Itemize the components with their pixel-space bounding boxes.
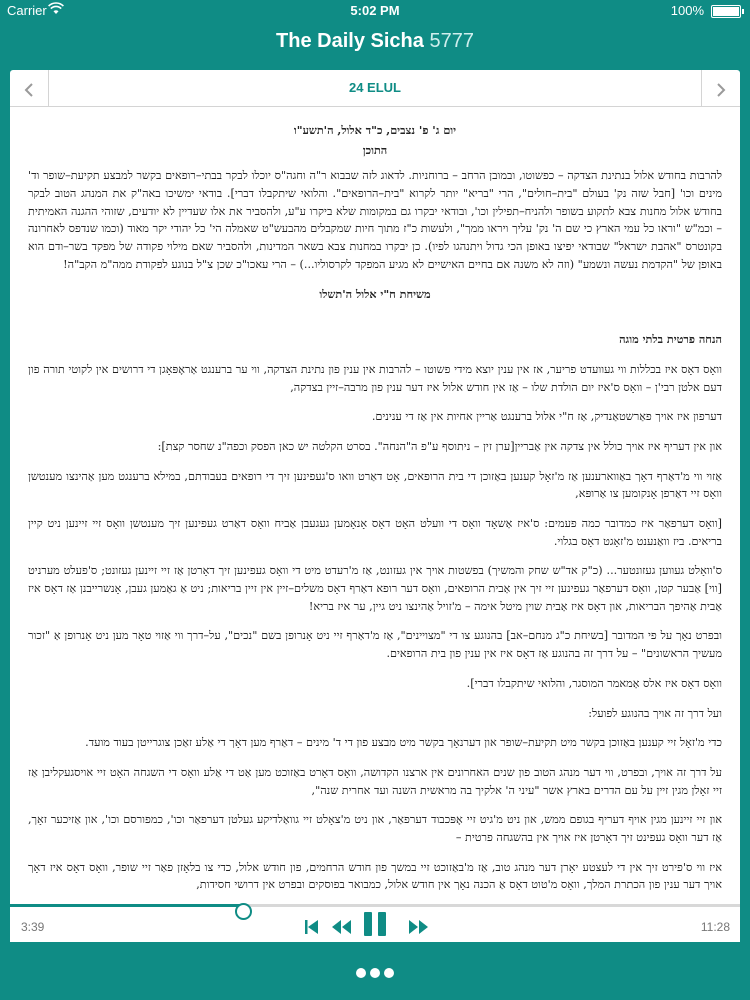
article-paragraph: כדי מ'זאָל זיי קענען באַזוכן בקשר מיט תקיעת–שופר און דערנאָך בקשר מיט מבצע פון די ד' מינים – דאַרף מען דאָך די אַלע זאַכן צוגרייטן בעוד מועד.	[85, 736, 722, 750]
article-paragraph: על דרך זה אויך, ובפרט, ווי דער מנהג הטוב פון שנים האחרונים אין ארצנו הקדושה, וואָס דאָרט באַזוכט מען אַט די אַלע וואָס די השגחה האָט זיי אויסגעקליבן אַז זיי זאָלן מגין זיין על עם הדרים בארץ אשר "עיני ה' אלקיך בה מראשית השנה ועד אחרית שנה",	[28, 765, 722, 797]
skip-back-icon	[302, 925, 322, 944]
sicha-card	[10, 70, 740, 942]
page-dot[interactable]	[370, 968, 380, 978]
carrier-label: Carrier	[7, 3, 47, 18]
article-paragraph: וואָס דאָס איז אלס אַמאמר המוסגר, והלואי שיתקבלו דברי].	[466, 676, 722, 690]
article-paragraph: און זיי זיינען מגין אויף דעריף בגופם ממש, און ניט מ'גיט זיי אָפּכבוד דערפאַר, און ניט מ'צאָלט זיי גוואַלדיקע געלטן דערפאַר וכו', כמפורסם וכו', און אַזיכער זאָך, אַז דער וואָס געפינט זיך דאָרטן איז אויך אין בהשגחה פרטית –	[28, 813, 722, 844]
battery-percent: 100%	[670, 3, 704, 18]
status-bar	[0, 0, 750, 22]
pause-button[interactable]	[360, 908, 390, 936]
article-paragraph: אַזוי ווי מ'דאַרף דאָך באַווארענען אַז מ'זאָל קענען באַזוכן די בית הרופאים, אָט דאַרט וואו ס'געפינען זיך די רופאים בעבודתם, במילא ברענגט מען אַהינצו מענטשן וואָס זיי דאַרפן אָנקומען צו אַרופּא,	[28, 469, 722, 501]
audio-player	[10, 898, 740, 942]
sicha-text[interactable]	[28, 122, 722, 892]
battery-icon	[711, 5, 741, 18]
app-title	[0, 30, 750, 53]
chevron-right-icon	[715, 76, 727, 100]
page-dot[interactable]	[356, 968, 366, 978]
article-body	[28, 361, 722, 924]
article-headline: יום ג' פ' נצבים, כ"ד אלול, ה'תשע"ו	[293, 123, 457, 137]
seek-bar[interactable]	[10, 904, 740, 907]
seek-bar-played	[10, 904, 243, 907]
fast-forward-icon	[404, 925, 432, 944]
fast-forward-button[interactable]	[404, 912, 432, 940]
pause-icon	[360, 925, 390, 944]
article-paragraph: דערפון איז אויך פאַרשטאַנדיק, אַז ח"י אלול ברענגט אַריין אחיות אין אַז די ענינים.	[371, 410, 722, 424]
app-title-text: The Daily Sicha	[276, 30, 424, 52]
rewind-icon	[328, 925, 356, 944]
article-paragraph: ס'וואָלט געווען געזונטער... (כ"ק אד"ש שחק והמשיך) בפשטות אויך אין געזונט, אַז מ'רעדט מיט די וואָס געפינען זיך דאָרטן אַז זיי זיינען געזונט; ס'פעלט מערניט [ווי] אַבער קטן, וואָס דערפאַר געפינען זיי זיך אין אַבית הרופאים, וואָס דער רופא דאַרף דאָס משלים–זיין אין זיין בריאות; ניט אַ גאַמען געבן, אָנשרייבנן אַז דאָס איז אַבית אַהיפך הבריאות, און דאָס איז אַבית שוין מיטל אימה – מ'זויל אַהינצו ניט גיין, ער איז בריא!	[28, 564, 723, 613]
skip-back-button[interactable]	[302, 912, 322, 940]
article-paragraph: איז ווי ס'פירט זיך אין די לעצטע יאָרן דער מנהג טוב, אַז מ'באַזוכט זיי במשך פון חודש הרחמים, פון חודש אלול, כדי צו בלאָזן פאַר זיי שופר, וואָס דאָס איז דאָך אויך דער ענין פון הכתרת המלך, וואָס מ'טוט דאָס אַ הכנה נאָך אין חודש אלול, כמבואר בפוסקים ובפרט אין דרושי חסידות,	[28, 860, 722, 892]
article-paragraph: ועל דרך זה אויך בהנוגע לפועל:	[588, 706, 722, 720]
seek-knob[interactable]	[235, 903, 252, 920]
article-intro: להרבות בחודש אלול בנתינת הצדקה – כפשוטו, ובמובן הרחב – ברוחניות. לדאוג לזה שבבוא ר"ה וחגה"ס יוכלו לבקר בבתי–רופאים בקשר למבצע תקיעת–שופר וד' מינים וכו' [חבל שזה נק' בעולם "בית–חולים", הרי "בריא" יותר לקרוא "בית–הרופאים". והלואי שיתקבלו דברי]. בודאי ימשיכו באה"ק את המנהג הטוב לבקר בחודש אלול מחנות צבא לתקוע בשופר ולהניח–תפילין וכו', ובודאי יבקרו גם במקומות שלא ביקרו ע"ע, ולהסביר את אלו שעדיין לא יודעים, שזוהי ההגנה האמיתית – וכמ"ש "וראו כל עמי הארץ כי שם ה' נק' עליך ויראו ממך", ולעשות כ"ז מתוך חיות שמקבלים מהבעש"ט שאמלה הי' כל יהודי יקר מאוד (וכמו שנדפס לאחרונה בקונטרס "אהבת ישראל" שבודאי יפיצו באופן הכי גדול ויתנהגו לפיו). כן יבקרו במחנות צבא בשאר המדינות, ולהסביר שאם מילוי פקודה של מפקד בשר–ודם הוא באופן של "הקדמת נעשה ונשמע" (וזה לא משנה אם בחיים האישיים לא מגיע המפקד לקרסוליו...) – הרי עאכו"כ שכן צ"ל בנוגע לפקודת ממה"מ הקב"ה!	[28, 169, 722, 271]
article-source: משיחת ח"י אלול ה'תשלו	[319, 286, 431, 301]
page-indicator[interactable]	[0, 963, 750, 982]
article-paragraph: וואָס דאָס איז בכללות ווי געוועדט פריער, אז אין ענין יוצא מידי פשוטו – להרבות אין ענין פון נתינת הצדקה, ווי ער ברענגט אַראָפּאָגן די דרושים אין לקוטי תורה פון דעם אלטן רבי'ן – וואָס ס'איז יום הולדת שלו – אַז אין חודש אלול איז דער ענין פון מרבה–זיין בצדקה,	[28, 362, 722, 394]
date-label: 24 ELUL	[348, 80, 401, 95]
chevron-left-icon	[23, 76, 35, 100]
elapsed-time: 3:39	[21, 920, 45, 934]
page-dot[interactable]	[384, 968, 394, 978]
previous-day-button[interactable]	[10, 70, 49, 106]
article-paragraph: און אין דעריף איז אויך כולל אין צדקה אין אַבריין[ערן זין – ניתוסף ע"פ ה"הנחה". בסרט הקלטה יש כאן הפסק וכפה"נ שחסר קצת]:	[157, 439, 722, 453]
article-paragraph: [וואָס דערפאַר איז כמדובר כמה פעמים: ס'איז אַשאָד וואָס די וועלט האָט דאָס אָנאָמען געגעבן אַביח וואָס דאַרט געפינען זיך מענטשן וואָס זיי זיינען ניט קיין בריאים. ביז וואַנענט מ'זאָגט דאָס בגלוי.	[28, 517, 722, 548]
article-subhead: התוכן	[362, 142, 388, 157]
clock: 5:02 PM	[350, 3, 400, 18]
total-time: 11:28	[700, 920, 730, 934]
section-title: הנחה פרטית בלתי מוגה	[619, 332, 722, 347]
rewind-button[interactable]	[328, 912, 356, 940]
next-day-button[interactable]	[701, 70, 740, 106]
article-paragraph: ובפרט נאָך על פי המדובר [בשיחת כ"ג מנחם–אב] בהנוגע צו די "מצויינים", אַז מ'דאַרף זיי ניט אָנרופן בשם "נכים", על–דרך ווי אַזוי טאָר מען ניט אָנרופן אַ "זכור מעשיך הראשונים" – על דרך זה בהנוגע אַז דאָס איז אין ענין פון בית הרופאים.	[28, 629, 722, 661]
date-bar	[10, 70, 740, 107]
app-year: 5777	[429, 30, 474, 52]
battery-fill	[713, 7, 739, 16]
